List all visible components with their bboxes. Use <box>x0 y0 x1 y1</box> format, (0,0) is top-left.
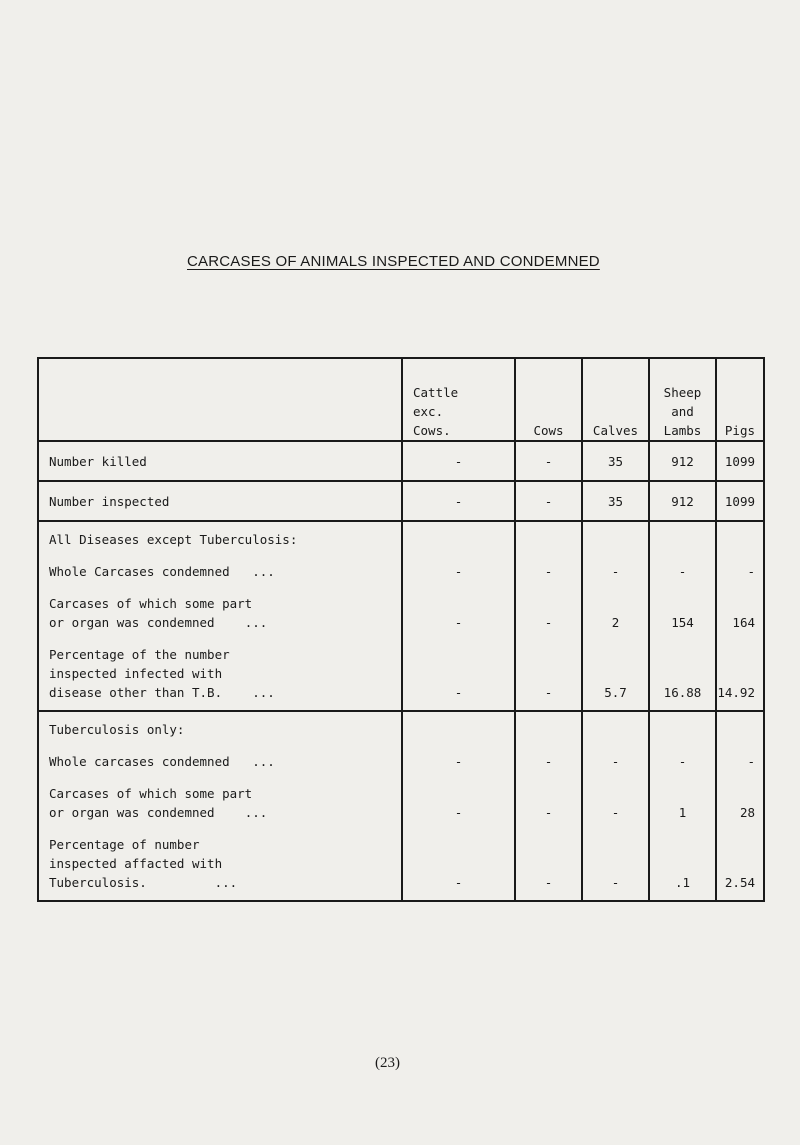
label-percentage: disease other than T.B. ... <box>49 685 275 700</box>
label-percentage: Tuberculosis. ... <box>49 875 238 890</box>
row-number-killed <box>38 441 764 481</box>
cell-sheep: 912 <box>649 441 716 481</box>
col-calves: - 2 5.7 <box>582 521 649 711</box>
col-pigs: - 164 14.92 <box>716 521 764 711</box>
col-header-cows: Cows <box>515 358 582 441</box>
label-whole-carcases: Whole carcases condemned ... <box>49 754 275 769</box>
header-row <box>38 358 764 441</box>
cell-pigs: 1099 <box>716 481 764 521</box>
page-number: (23) <box>375 1055 400 1071</box>
col-sheep: - 154 16.88 <box>649 521 716 711</box>
cell-cattle: - <box>402 481 515 521</box>
label-part-condemned: or organ was condemned ... <box>49 615 268 630</box>
cell-cows: - <box>515 441 582 481</box>
cell-calves: 35 <box>582 481 649 521</box>
col-pigs: - 28 2.54 <box>716 711 764 901</box>
section-all-diseases <box>38 521 764 711</box>
cell-sheep: 912 <box>649 481 716 521</box>
col-cows: - - - <box>515 521 582 711</box>
col-header-sheep: Sheep and Lambs <box>649 358 716 441</box>
col-header-pigs: Pigs <box>716 358 764 441</box>
col-header-cattle: Cattle exc. Cows. <box>402 358 515 441</box>
condemned-carcases-table <box>37 357 765 902</box>
cell-calves: 35 <box>582 441 649 481</box>
col-calves: - - - <box>582 711 649 901</box>
row-number-inspected <box>38 481 764 521</box>
section-heading: Tuberculosis only: <box>49 722 185 737</box>
cell-pigs: 1099 <box>716 441 764 481</box>
section-tuberculosis <box>38 711 764 901</box>
section-labels: All Diseases except Tuberculosis: Whole Carcases condemned ... Carcases of which some part or organ was condemned ... Percentage of the number inspected infected with disease other than T.B. ... <box>38 521 402 711</box>
col-header-calves: Calves <box>582 358 649 441</box>
col-cattle: - - - <box>402 711 515 901</box>
row-label: Number inspected <box>38 481 402 521</box>
row-label: Number killed <box>38 441 402 481</box>
cell-cows: - <box>515 481 582 521</box>
section-heading: All Diseases except Tuberculosis: <box>49 532 298 547</box>
label-part-condemned: or organ was condemned ... <box>49 805 268 820</box>
col-cows: - - - <box>515 711 582 901</box>
page-title: CARCASES OF ANIMALS INSPECTED AND CONDEMNED <box>187 253 600 270</box>
label-whole-carcases: Whole Carcases condemned ... <box>49 564 275 579</box>
col-sheep: - 1 .1 <box>649 711 716 901</box>
header-blank <box>38 358 402 441</box>
cell-cattle: - <box>402 441 515 481</box>
col-cattle: - - - <box>402 521 515 711</box>
section-labels: Tuberculosis only: Whole carcases condemned ... Carcases of which some part or organ was condemned ... Percentage of number inspected affacted with Tuberculosis. ... <box>38 711 402 901</box>
